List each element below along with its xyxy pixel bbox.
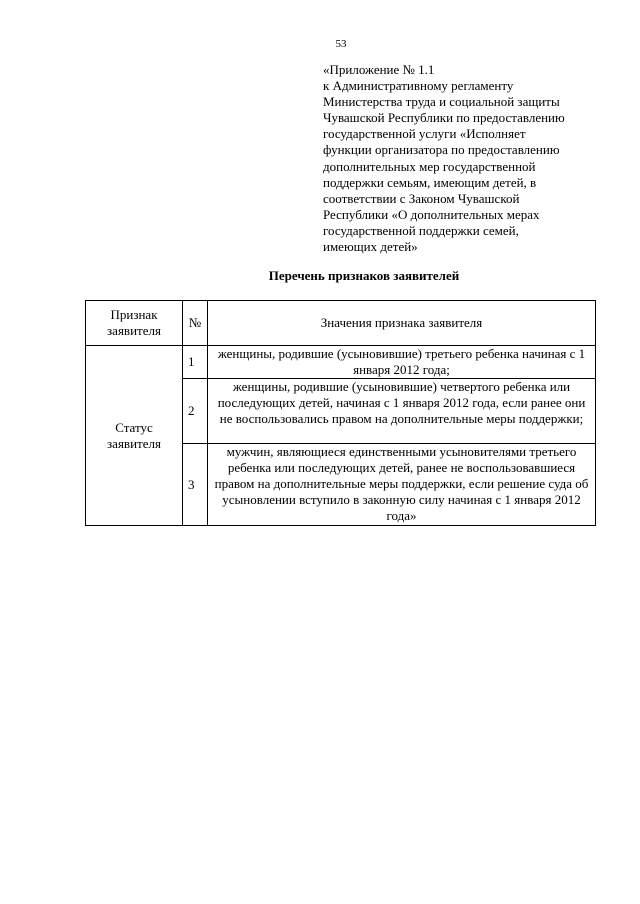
- appendix-line: Министерства труда и социальной защиты: [323, 94, 560, 110]
- header-number: №: [183, 301, 208, 346]
- row-number: 2: [183, 379, 208, 444]
- appendix-line: дополнительных мер государственной: [323, 158, 536, 174]
- appendix-heading: [323, 62, 613, 255]
- appendix-line: поддержки семьям, имеющим детей, в: [323, 174, 537, 190]
- appendix-line: имеющих детей»: [323, 239, 418, 255]
- appendix-line: государственной поддержки семей,: [323, 222, 519, 238]
- appendix-line: функции организатора по предоставлению: [323, 142, 560, 158]
- row-value: мужчин, являющиеся единственными усыновителями третьего ребенка или последующих детей, ранее не воспользовавшиеся правом на дополнительные меры поддержки, если решение суда об усыновлении вступило в законную силу начиная с 1 января 2012 года»: [208, 444, 596, 526]
- status-cell: Статус заявителя: [86, 346, 183, 526]
- appendix-line: Республики «О дополнительных мерах: [323, 206, 540, 222]
- table-header-row: [86, 301, 596, 346]
- header-values: Значения признака заявителя: [208, 301, 596, 346]
- header-feature: Признак заявителя: [86, 301, 183, 346]
- document-title: Перечень признаков заявителей: [268, 268, 460, 283]
- appendix-line: государственной услуги «Исполняет: [323, 126, 526, 142]
- row-value: женщины, родившие (усыновившие) третьего ребенка начиная с 1 января 2012 года;: [208, 346, 596, 379]
- appendix-line: Чувашской Республики по предоставлению: [323, 110, 565, 126]
- table-row: [86, 346, 596, 379]
- row-value: женщины, родившие (усыновившие) четвертого ребенка или последующих детей, начиная с 1 января 2012 года, если ранее они не воспользовались правом на дополнительные меры поддержки;: [208, 379, 596, 444]
- appendix-line: соответствии с Законом Чувашской: [323, 190, 520, 206]
- row-number: 3: [183, 444, 208, 526]
- page-number: 53: [335, 38, 347, 50]
- appendix-line: к Административному регламенту: [323, 78, 514, 94]
- row-number: 1: [183, 346, 208, 379]
- applicant-features-table: [85, 300, 596, 526]
- appendix-line: «Приложение № 1.1: [323, 62, 435, 77]
